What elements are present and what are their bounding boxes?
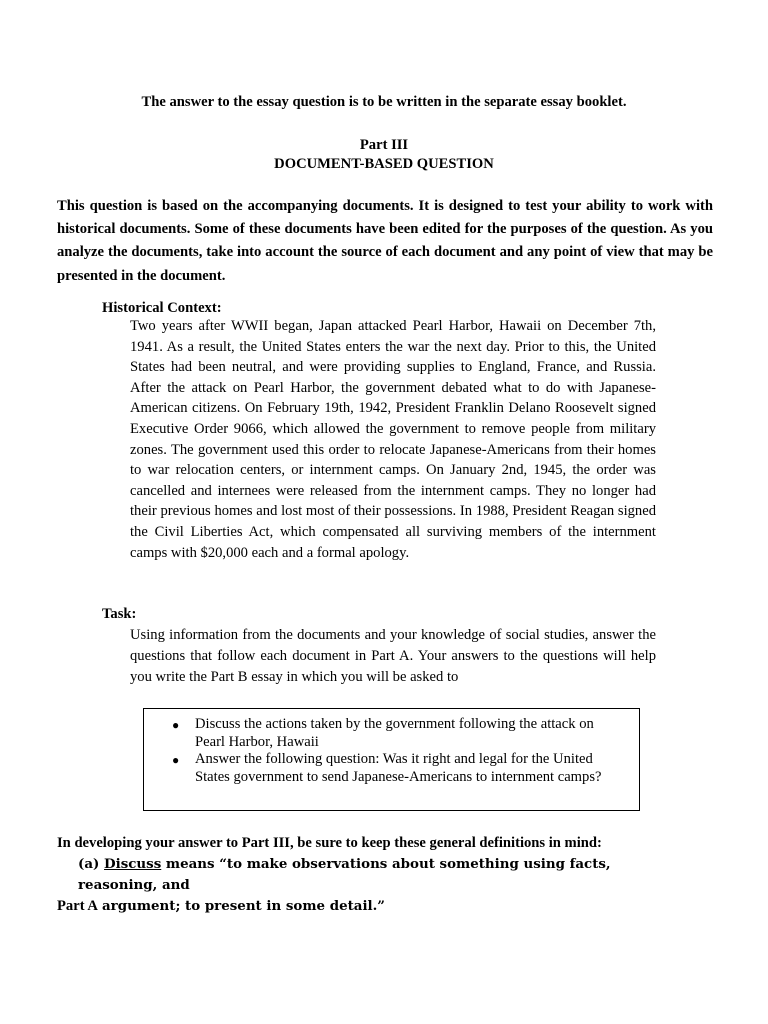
bullet-icon: ● (172, 718, 180, 732)
task-bullet-box (143, 708, 640, 811)
definition-marker: (a) (78, 856, 100, 872)
bullet-icon: ● (172, 753, 180, 767)
definition-item (78, 854, 658, 917)
task-paragraph: Using information from the documents and your knowledge of social studies, answer the questions that follow each document in Part A. Your answers to the questions will help you write the Part B essay in which you will be asked to (130, 627, 656, 685)
context-heading: Historical Context: (102, 300, 222, 316)
definitions-heading: In developing your answer to Part III, be sure to keep these general definitions in mind: (57, 835, 602, 851)
part-a-heading: Part A (57, 898, 98, 914)
context-paragraph: Two years after WWII began, Japan attacked Pearl Harbor, Hawaii on December 7th, 1941. As a result, the United States enters the war the next day. Prior to this, the United States had been neutral, and were providing supplies to England, France, and Russia. After the attack on Pearl Harbor, the government debated what to do with Japanese-American citizens. On February 19th, 1942, President Franklin Delano Roosevelt signed Executive Order 9066, which allowed the government to remove people from military zones. The government used this order to relocate Japanese-Americans from their homes to war relocation centers, or internment camps. On January 2nd, 1945, the order was cancelled and internees were released from the internment camps. They no longer had their previous homes and lost most of their possessions. In 1988, President Reagan signed the Civil Liberties Act, which compensated all surviving members of the internment camps with $20,000 each and a formal apology. (130, 318, 656, 561)
task-heading: Task: (102, 606, 137, 622)
part-heading: Part III (359, 137, 409, 153)
definition-text-continued: argument; to present in some detail.” (102, 898, 385, 914)
definition-term: Discuss (104, 856, 162, 872)
page-title: DOCUMENT-BASED QUESTION (274, 156, 494, 172)
task-bullet-item: Discuss the actions taken by the government following the attack on Pearl Harbor, Hawaii (195, 716, 594, 750)
essay-instruction: The answer to the essay question is to be written in the separate essay booklet. (141, 94, 627, 110)
definition-text: means “to make observations about something using facts, reasoning, and (78, 856, 611, 893)
task-bullet-item: Answer the following question: Was it right and legal for the United States government to send Japanese-Americans to internment camps? (195, 751, 602, 785)
intro-paragraph: This question is based on the accompanying documents. It is designed to test your ability to work with historical documents. Some of these documents have been edited for the purposes of the question. As you analyze the documents, take into account the source of each document and any point of view that may be presented in the document. (57, 198, 713, 284)
